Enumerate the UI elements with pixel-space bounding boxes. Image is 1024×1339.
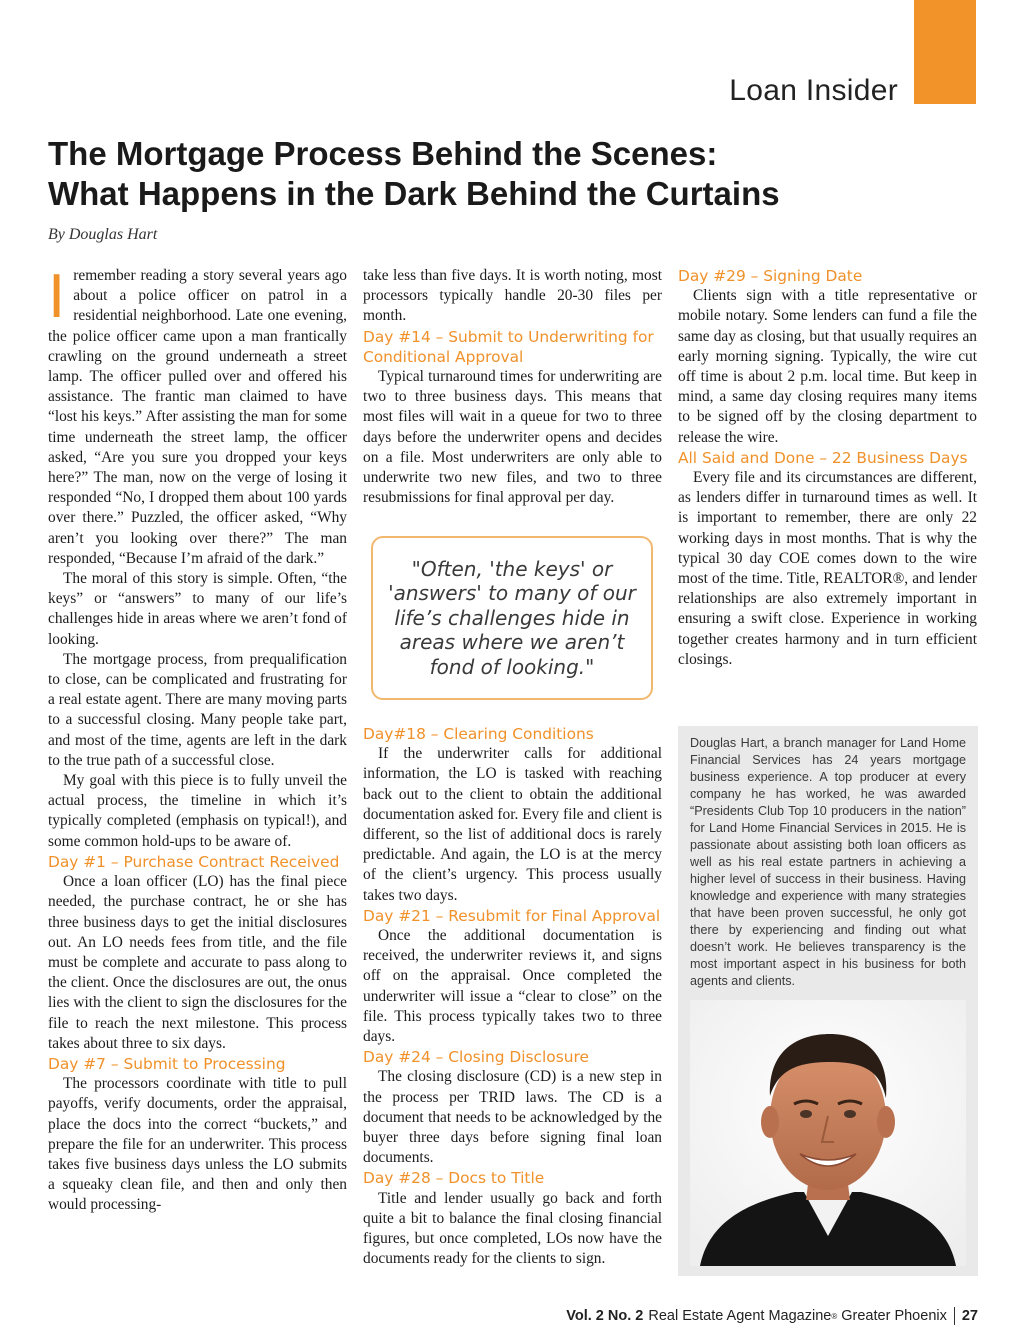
body-paragraph-continued: take less than five days. It is worth noting, most processors typically handle 20-30 files per month. bbox=[363, 267, 662, 325]
footer-divider bbox=[954, 1307, 955, 1325]
body-paragraph: Once a loan officer (LO) has the final piece needed, the purchase contract, he or she has three business days to get the initial disclosures out. An LO needs fees from title, and the file must be complete and accurate to pass along to the client. Once the disclosures are out, the onus lies with the client to sign the disclosures for the file to reach the next milestone. This process takes about three to six days. bbox=[48, 873, 347, 1052]
section-label: Loan Insider bbox=[729, 74, 898, 107]
article-column-2-lower bbox=[363, 724, 662, 1269]
body-paragraph: The closing disclosure (CD) is a new step in the process per TRID laws. The CD is a document that needs to be acknowledged by the buyer three days before signing final loan documents. bbox=[363, 1068, 662, 1167]
body-paragraph: The moral of this story is simple. Often, “the keys” or “answers” to many of our life’s challenges hide in areas where we aren’t fond of looking. bbox=[48, 570, 347, 648]
subheading-day-14: Day #14 – Submit to Underwriting for Conditional Approval bbox=[363, 327, 654, 366]
subheading-day-29: Day #29 – Signing Date bbox=[678, 267, 863, 285]
body-paragraph: My goal with this piece is to fully unveil the actual process, the timeline in which it’s typically completed (emphasis on typical!), and some common hold-ups to be aware of. bbox=[48, 772, 347, 850]
subheading-day-28: Day #28 – Docs to Title bbox=[363, 1169, 545, 1188]
pull-quote: "Often, 'the keys' or 'answers' to many of our life’s challenges hide in areas where we aren’t fond of looking." bbox=[371, 536, 653, 700]
article-column-3 bbox=[678, 266, 977, 670]
subheading-day-1: Day #1 – Purchase Contract Received bbox=[48, 852, 340, 871]
body-paragraph: Typical turnaround times for underwriting are two to three business days. This means that most files will wait in a queue for two to three days before the underwriter opens and decides on a file. Most underwriters are only able to underwrite two new files, and two to three resubmissions for final approval per day. bbox=[363, 368, 662, 507]
author-bio: Douglas Hart, a branch manager for Land Home Financial Services has 24 years mortgage business experience. A top producer at every company he has worked, he was awarded “Presidents Club Top 10 producers in the nation” for Land Home Financial Services in 2015. He is passionate about assisting both loan officers as well as his real estate partners in achieving a higher level of success in their business. Having knowledge and experience with many strategies that have been proven successful, he only got there by experiencing and finding out what doesn’t work. He believes transparency is the most important aspect in his business for both agents and clients. bbox=[690, 736, 966, 988]
subheading-day-24: Day #24 – Closing Disclosure bbox=[363, 1048, 589, 1067]
page-number: 27 bbox=[961, 1308, 978, 1324]
body-paragraph: Title and lender usually go back and forth quite a bit to balance the final closing financial figures, but once completed, LOs now have the documents ready for the clients to sign. bbox=[363, 1189, 662, 1268]
article-title bbox=[48, 134, 948, 214]
article-column-2 bbox=[363, 266, 662, 508]
subheading-day-21: Day #21 – Resubmit for Final Approval bbox=[363, 906, 661, 925]
body-paragraph: The processors coordinate with title to pull payoffs, verify documents, order the appraisal, place the docs into the correct “buckets,” and prepare the file for an underwriter. This process takes five business days unless the LO submits a squeaky clean file, and then and only then would processing- bbox=[48, 1075, 347, 1214]
body-paragraph: Once the additional documentation is received, the underwriter reviews it, and signs off on the appraisal. Once completed the underwriter will issue a “clear to close” on the file. This process typically takes two to three days. bbox=[363, 927, 662, 1046]
body-paragraph: The mortgage process, from prequalification to close, can be complicated and frustrating for a real estate agent. There are many moving parts to a successful closing. Many people take part, and most of the time, agents are left in the dark to the true path of a successful close. bbox=[48, 650, 347, 769]
subheading-summary: All Said and Done – 22 Business Days bbox=[678, 448, 968, 467]
body-paragraph: If the underwriter calls for additional information, the LO is tasked with reaching back out to the client to obtain the additional documentation asked for. Every file and client is different, so the list of additional docs is rarely predictable. And again, the LO is at the mercy of the client’s urgency. This process usually takes two days. bbox=[363, 745, 662, 904]
title-line-1: The Mortgage Process Behind the Scenes: bbox=[48, 135, 718, 172]
subheading-day-18: Day#18 – Clearing Conditions bbox=[363, 725, 594, 743]
byline: By Douglas Hart bbox=[48, 226, 158, 243]
body-paragraph: Clients sign with a title representative or mobile notary. Some lenders can fund a file the same day as closing, but that usually requires an early morning signing. Typically, the wire cut off time is about 2 p.m. local time. But keep in mind, a same day closing requires many items to be signed off by the closing department to release the wire. bbox=[678, 287, 977, 446]
section-color-tab bbox=[914, 0, 976, 104]
footer-region: Greater Phoenix bbox=[841, 1308, 947, 1324]
subheading-day-7: Day #7 – Submit to Processing bbox=[48, 1054, 286, 1073]
footer-volume: Vol. 2 No. 2 bbox=[566, 1308, 644, 1324]
title-line-2: What Happens in the Dark Behind the Curtains bbox=[48, 175, 780, 212]
author-portrait-icon bbox=[690, 1000, 966, 1266]
page-footer bbox=[566, 1307, 978, 1325]
intro-paragraph: Iremember reading a story several years ago about a police officer on patrol in a residential neighborhood. Late one evening, the police officer came upon a man frantically crawling on the ground underneath a street lamp. The officer pulled over and offered his assistance. The frantic man claimed to have “lost his keys.” After assisting the man for some time underneath the street lamp, the officer asked, “Are you sure you dropped your keys here?” The man, now on the verge of losing it responded “No, I dropped them about 100 yards over there.” Puzzled, the officer asked, “Why aren’t you looking over there?” The man responded, “Because I’m afraid of the dark.” bbox=[48, 262, 347, 567]
footer-registered-mark: ® bbox=[831, 1311, 838, 1321]
body-paragraph: Every file and its circumstances are different, as lenders differ in turnaround times as well. It is important to remember, there are only 22 working days in most months. That is why the typical 30 day COE comes down to the wire most of the time. Title, REALTOR®, and lender relationships are also extremely important in ensuring a swift close. Experience in working together creates harmony and in turn efficient closings. bbox=[678, 469, 977, 668]
article-column-1 bbox=[48, 262, 347, 1216]
drop-cap: I bbox=[48, 262, 66, 331]
footer-magazine: Real Estate Agent Magazine bbox=[648, 1308, 832, 1324]
